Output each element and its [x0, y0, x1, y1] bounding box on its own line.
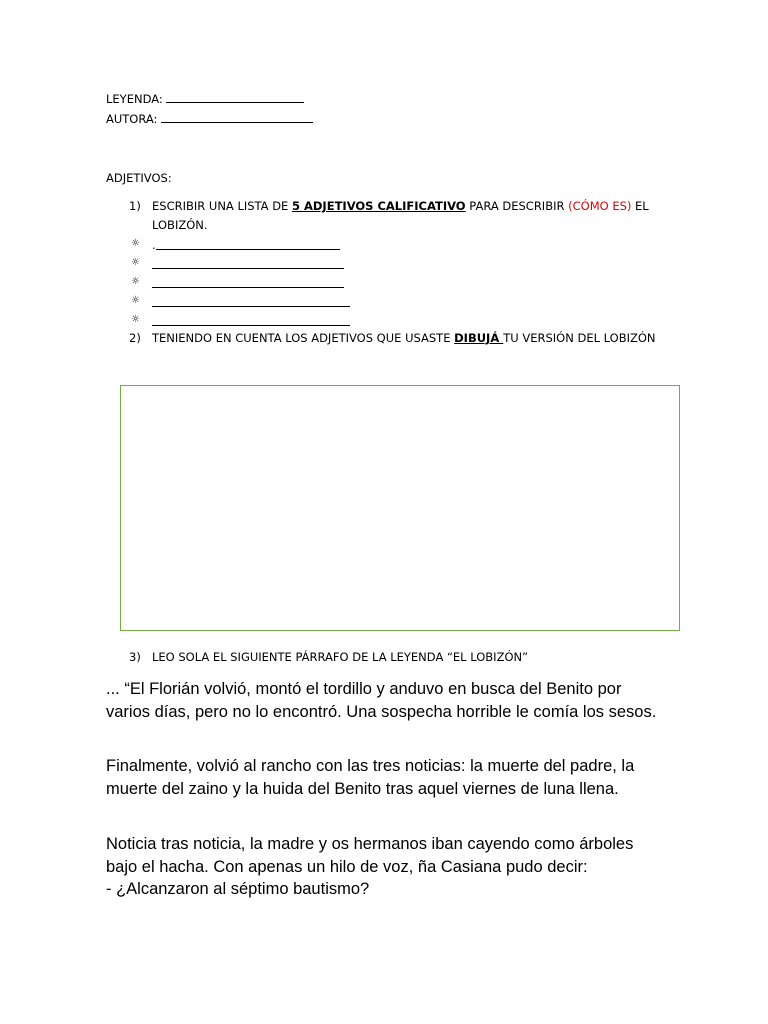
bullet-icon: ☼	[131, 276, 140, 287]
item2-text-a: TENIENDO EN CUENTA LOS ADJETIVOS QUE USASTE	[152, 331, 455, 345]
drawing-box[interactable]	[120, 385, 680, 631]
reading-paragraph-3-line2: - ¿Alcanzaron al séptimo bautismo?	[106, 880, 370, 898]
bullet-icon: ☼	[131, 238, 140, 249]
leyenda-blank[interactable]	[166, 91, 304, 103]
bullet-icon: ☼	[131, 295, 140, 306]
bullet-icon: ☼	[131, 314, 140, 325]
item3-number: 3)	[129, 650, 141, 664]
autora-label: AUTORA:	[106, 112, 158, 126]
adjetivos-heading: ADJETIVOS:	[106, 171, 172, 185]
reading-paragraph-2: Finalmente, volvió al rancho con las tres noticias: la muerte del padre, la muerte del zaino y la huida del Benito tras aquel viernes de luna llena.	[106, 757, 635, 798]
item1-text-line2: LOBIZÓN.	[152, 218, 208, 232]
item1-number: 1)	[129, 199, 141, 213]
adjective-answer-line[interactable]	[152, 256, 344, 269]
item2-text	[152, 329, 656, 348]
item1-text	[152, 197, 649, 216]
bullet-icon: ☼	[131, 257, 140, 268]
adjective-answer-line[interactable]	[156, 237, 340, 250]
bullet-prefix: .	[152, 238, 156, 252]
reading-paragraph-3-line1: Noticia tras noticia, la madre y os hermanos iban cayendo como árboles bajo el hacha. Con apenas un hilo de voz, ña Casiana pudo decir:	[106, 835, 634, 876]
item1-text-b: PARA DESCRIBIR	[465, 199, 569, 213]
leyenda-label: LEYENDA:	[106, 92, 163, 106]
adjective-answer-line[interactable]	[152, 294, 350, 307]
autora-field	[106, 110, 313, 129]
item3-text: LEO SOLA EL SIGUIENTE PÁRRAFO DE LA LEYENDA “EL LOBIZÓN”	[152, 650, 529, 664]
adjective-answer-line[interactable]	[152, 275, 344, 288]
item2-text-b: TU VERSIÓN DEL LOBIZÓN	[503, 331, 656, 345]
adjective-answer-line[interactable]	[152, 313, 350, 326]
item2-emphasis: DIBUJÁ	[454, 331, 504, 345]
item1-text-a: ESCRIBIR UNA LISTA DE	[152, 199, 292, 213]
reading-paragraph-1: ... “El Florián volvió, montó el tordillo y anduvo en busca del Benito por varios días, pero no lo encontró. Una sospecha horrible le comía los sesos.	[106, 680, 657, 721]
item1-text-c: EL	[631, 199, 649, 213]
item1-red-note: (CÓMO ES)	[568, 199, 632, 213]
leyenda-field	[106, 90, 304, 109]
item2-number: 2)	[129, 331, 141, 345]
item1-emphasis: 5 ADJETIVOS CALIFICATIVO	[291, 199, 466, 213]
reading-paragraph-3	[106, 833, 666, 901]
autora-blank[interactable]	[161, 111, 313, 123]
